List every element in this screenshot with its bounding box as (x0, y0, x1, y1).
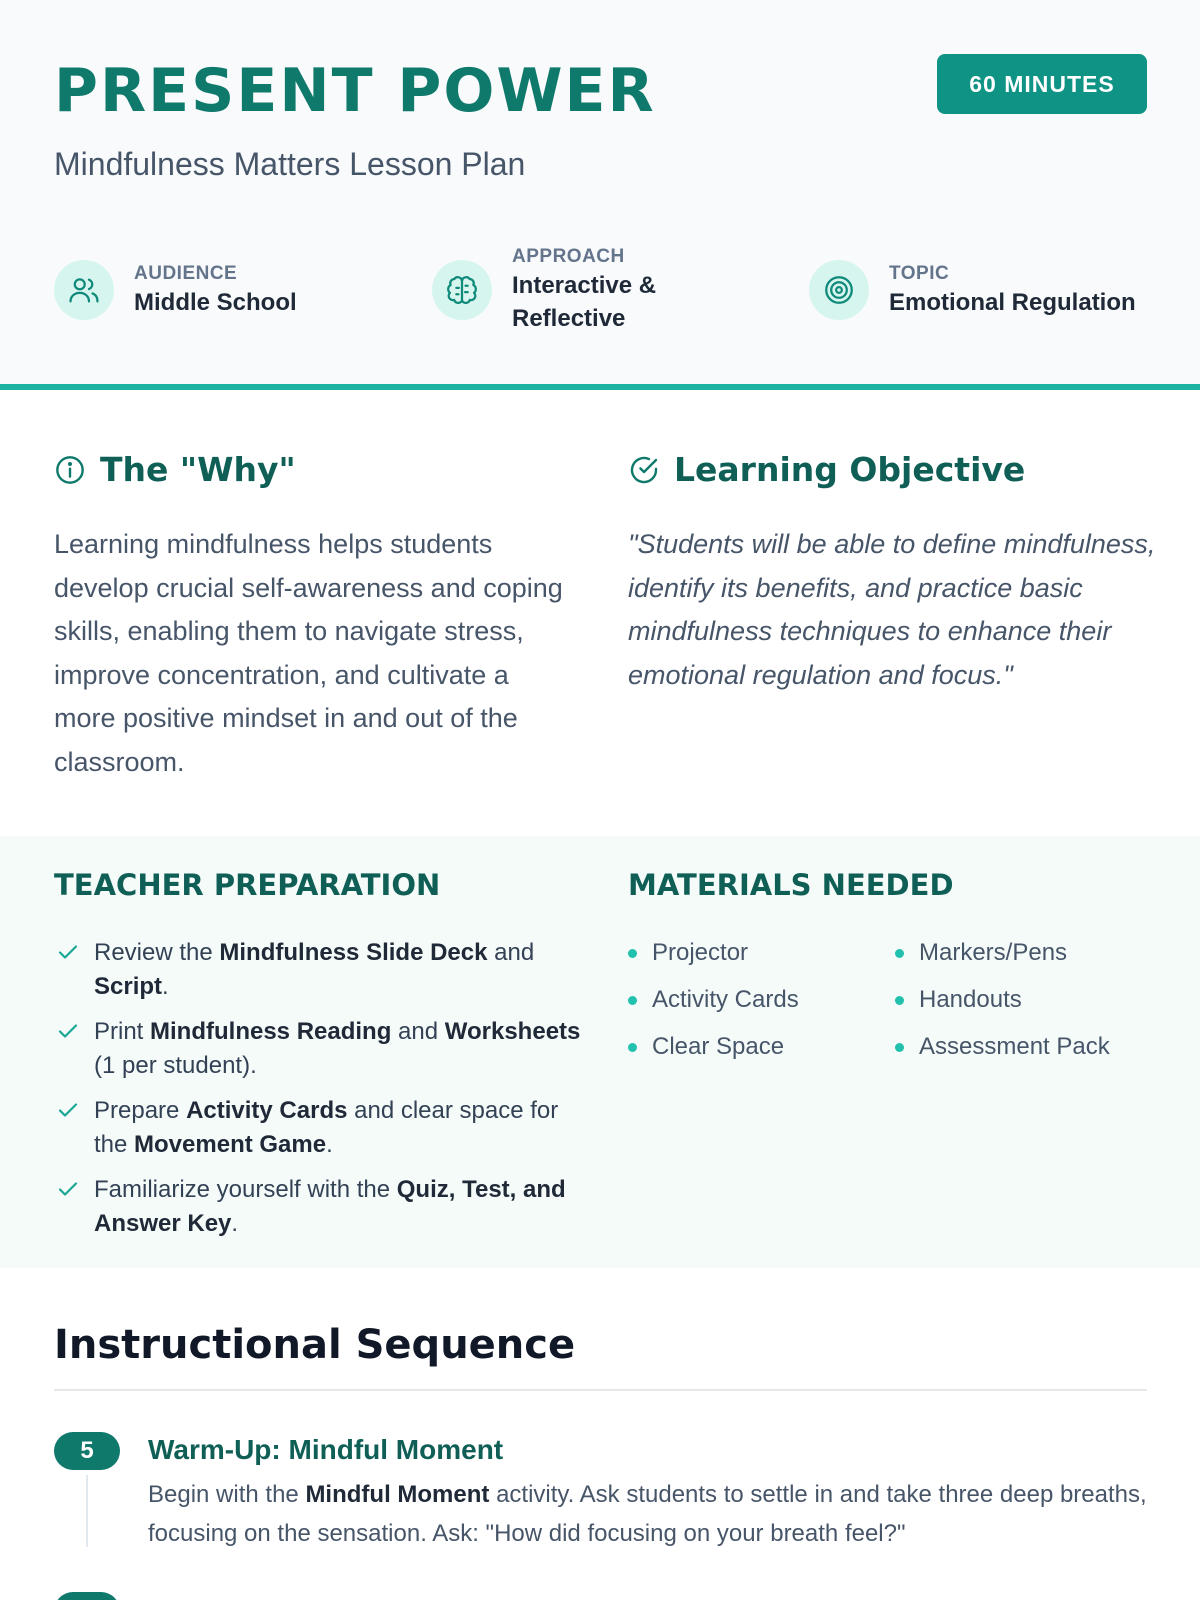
meta-value: Middle School (134, 288, 297, 316)
text-run: . (162, 972, 169, 1000)
preparation-item (54, 1173, 584, 1240)
material-item (628, 936, 895, 970)
lesson-header (0, 0, 1200, 390)
preparation-item-text (94, 936, 584, 1003)
brain-icon (432, 260, 492, 320)
preparation-item-text (94, 1094, 584, 1161)
check-icon (56, 1019, 80, 1043)
bullet-icon (628, 1043, 637, 1052)
text-run: Begin with the (148, 1481, 306, 1508)
step-number: 5 (54, 1432, 120, 1470)
check-circle-icon (628, 454, 660, 486)
emphasis-text: Mindfulness Reading (150, 1018, 392, 1045)
text-run: . (326, 1130, 333, 1158)
text-run: Familiarize yourself with the (94, 1176, 397, 1203)
meta-label: AUDIENCE (134, 262, 238, 284)
meta-approach (432, 240, 656, 340)
meta-audience (54, 240, 297, 340)
text-run: and clear space for the (94, 1097, 559, 1158)
step-title: Warm-Up: Mindful Moment (148, 1434, 504, 1465)
bullet-icon (628, 949, 637, 958)
emphasis-text: Quiz, Test, and Answer Key (94, 1176, 566, 1237)
emphasis-text: Mindful Moment (305, 1481, 490, 1508)
text-run: Review the (94, 939, 220, 966)
bullet-icon (895, 1043, 904, 1052)
preparation-list (54, 936, 584, 1252)
material-item (895, 936, 1148, 970)
materials-title: MATERIALS NEEDED (628, 868, 954, 902)
bullet-icon (895, 949, 904, 958)
material-item (628, 983, 895, 1017)
objective-title: Learning Objective (674, 450, 1026, 489)
sequence-title: Instructional Sequence (54, 1322, 576, 1368)
emphasis-text: Activity Cards (186, 1097, 348, 1124)
bullet-icon (895, 996, 904, 1005)
duration-badge: 60 MINUTES (937, 54, 1147, 114)
preparation-item-text (94, 1173, 584, 1240)
emphasis-text: Script (94, 972, 163, 1000)
preparation-item (54, 1094, 584, 1161)
meta-label: TOPIC (889, 262, 950, 284)
material-label: Assessment Pack (919, 1033, 1110, 1060)
why-heading (54, 450, 296, 489)
text-run: and (391, 1018, 445, 1045)
check-icon (56, 1177, 80, 1201)
preparation-item (54, 936, 584, 1003)
text-run: Prepare (94, 1097, 187, 1124)
meta-topic (809, 240, 1136, 340)
meta-label: APPROACH (512, 246, 625, 267)
page-title: PRESENT POWER (54, 56, 656, 126)
meta-value-line: Reflective (512, 305, 626, 332)
why-title: The "Why" (100, 450, 296, 489)
objective-heading (628, 450, 1025, 489)
text-run: and (487, 939, 535, 966)
meta-value: Emotional Regulation (889, 288, 1136, 316)
info-icon (54, 454, 86, 486)
preparation-title: TEACHER PREPARATION (54, 868, 441, 902)
material-label: Clear Space (652, 1033, 785, 1060)
emphasis-text: Mindfulness Slide Deck (219, 939, 488, 966)
text-run: activity. Ask students to settle in and take three deep breaths, focusing on the sensation. Ask: "How did focusing on your breath feel?" (148, 1481, 1147, 1547)
check-icon (56, 940, 80, 964)
emphasis-text: Movement Game (134, 1130, 327, 1158)
step-number-next (54, 1592, 120, 1600)
step-description (148, 1476, 1148, 1553)
material-item (895, 1030, 1148, 1064)
materials-list (628, 936, 1148, 1064)
why-body: Learning mindfulness helps students develop crucial self-awareness and coping skills, enabling them to navigate stress, improve concentration, and cultivate a more positive mindset in and out of the classroom. (54, 529, 563, 777)
material-label: Handouts (919, 986, 1022, 1013)
preparation-item-text (94, 1015, 584, 1082)
page-subtitle: Mindfulness Matters Lesson Plan (54, 146, 526, 182)
text-run: Print (94, 1018, 151, 1045)
material-label: Projector (652, 939, 749, 966)
objective-body: "Students will be able to define mindfulness, identify its benefits, and practice basic mindfulness techniques to enhance their emotional regulation and focus." (628, 529, 1156, 690)
preparation-item (54, 1015, 584, 1082)
material-label: Activity Cards (652, 986, 799, 1013)
bullet-icon (628, 996, 637, 1005)
meta-value-line: Interactive & (512, 272, 657, 299)
timeline-line (86, 1475, 88, 1547)
emphasis-text: Worksheets (444, 1018, 581, 1045)
text-run: . (231, 1209, 239, 1237)
target-icon (809, 260, 869, 320)
divider (54, 1389, 1147, 1391)
check-icon (56, 1098, 80, 1122)
material-item (895, 983, 1148, 1017)
users-icon (54, 260, 114, 320)
text-run: (1 per student). (94, 1051, 257, 1079)
material-label: Markers/Pens (919, 939, 1068, 966)
material-item (628, 1030, 895, 1064)
